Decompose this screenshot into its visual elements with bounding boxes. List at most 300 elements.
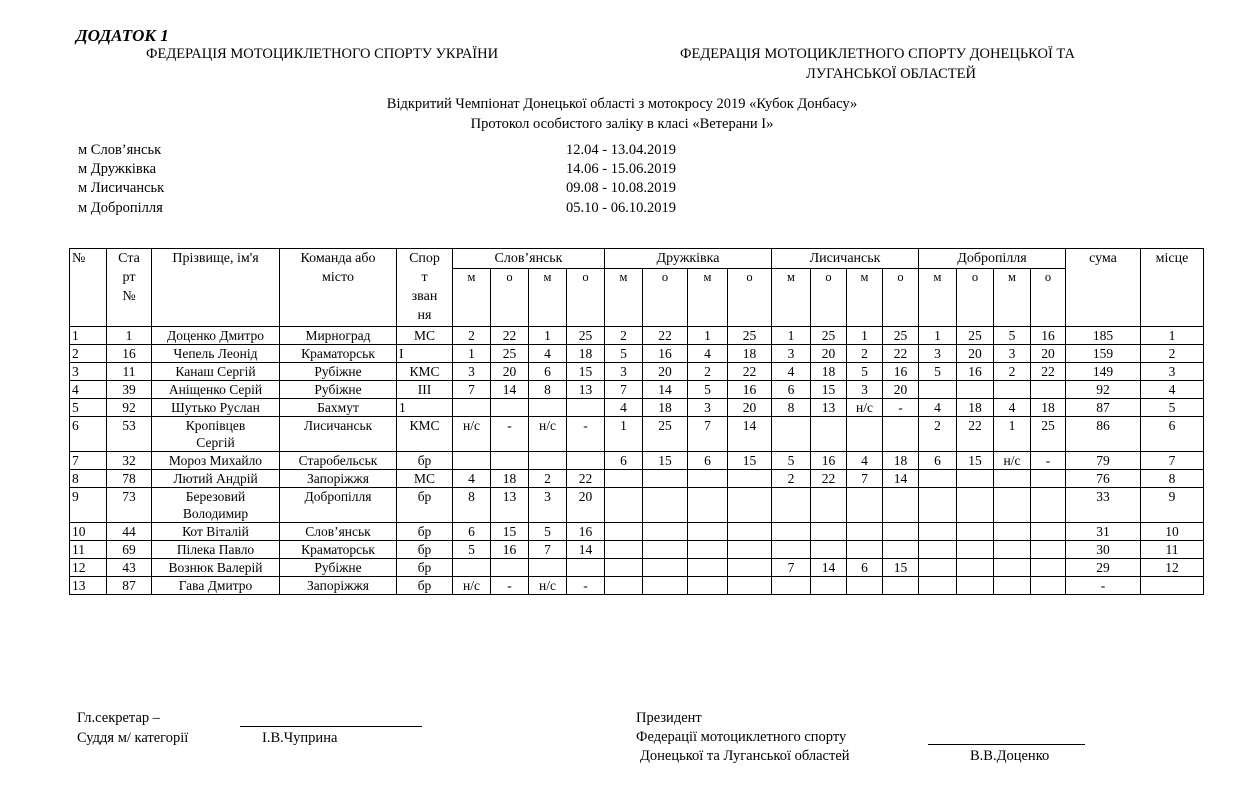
cell-score [1031, 523, 1066, 541]
table-row [70, 417, 1204, 452]
header-sub-m: м [453, 269, 491, 327]
cell-score: 20 [567, 488, 605, 523]
cell-score: 22 [728, 363, 772, 381]
cell-num: 12 [70, 559, 107, 577]
cell-score [605, 541, 643, 559]
cell-score [957, 470, 994, 488]
cell-score: 3 [919, 345, 957, 363]
results-table [69, 248, 1204, 595]
cell-score: н/с [529, 417, 567, 452]
cell-score: 3 [453, 363, 491, 381]
cell-sum: 159 [1066, 345, 1141, 363]
cell-rank: III [397, 381, 453, 399]
cell-score [643, 559, 688, 577]
cell-score [688, 488, 728, 523]
cell-score: 4 [529, 345, 567, 363]
cell-score: - [491, 577, 529, 595]
cell-sum: 86 [1066, 417, 1141, 452]
cell-score: 6 [847, 559, 883, 577]
cell-score: 16 [883, 363, 919, 381]
cell-score [688, 470, 728, 488]
cell-score: 18 [567, 345, 605, 363]
cell-score: 14 [728, 417, 772, 452]
cell-score [1031, 559, 1066, 577]
cell-score [529, 452, 567, 470]
cell-score: 1 [529, 327, 567, 345]
cell-score: 18 [643, 399, 688, 417]
table-row [70, 399, 1204, 417]
cell-score [994, 523, 1031, 541]
table-row [70, 327, 1204, 345]
cell-score [1031, 470, 1066, 488]
cell-start: 32 [107, 452, 152, 470]
cell-score: 2 [994, 363, 1031, 381]
cell-rank: бр [397, 541, 453, 559]
cell-num: 5 [70, 399, 107, 417]
cell-score: 5 [919, 363, 957, 381]
cell-score [919, 470, 957, 488]
cell-num: 10 [70, 523, 107, 541]
stage-dates: 05.10 - 06.10.2019 [566, 200, 676, 216]
cell-team: Слов’янськ [280, 523, 397, 541]
cell-sum: 33 [1066, 488, 1141, 523]
cell-score: 2 [605, 327, 643, 345]
cell-score: 16 [811, 452, 847, 470]
header-stage-dobropillia: Добропілля [919, 249, 1066, 269]
cell-score: 6 [919, 452, 957, 470]
cell-rank: МС [397, 470, 453, 488]
cell-score: 16 [567, 523, 605, 541]
cell-score: 5 [605, 345, 643, 363]
cell-score: 3 [529, 488, 567, 523]
header-team: Команда або місто [280, 249, 397, 327]
cell-num: 9 [70, 488, 107, 523]
cell-team: Рубіжне [280, 381, 397, 399]
cell-score: 25 [811, 327, 847, 345]
name-line: Кропівцев [185, 418, 246, 433]
cell-start: 73 [107, 488, 152, 523]
cell-place: 11 [1141, 541, 1204, 559]
cell-name: Канаш Сергій [152, 363, 280, 381]
cell-start: 92 [107, 399, 152, 417]
cell-score [453, 452, 491, 470]
cell-place: 1 [1141, 327, 1204, 345]
cell-score: 4 [605, 399, 643, 417]
cell-score [728, 470, 772, 488]
cell-score: 5 [529, 523, 567, 541]
cell-score: 15 [728, 452, 772, 470]
cell-start: 53 [107, 417, 152, 452]
cell-name: Чепель Леонід [152, 345, 280, 363]
cell-name: Мороз Михайло [152, 452, 280, 470]
cell-score: - [883, 399, 919, 417]
stage-city: м Лисичанськ [78, 180, 165, 196]
cell-score [811, 577, 847, 595]
cell-rank: МС [397, 327, 453, 345]
cell-sum: 29 [1066, 559, 1141, 577]
header-sub-m: м [529, 269, 567, 327]
header-name: Прізвище, ім'я [152, 249, 280, 327]
cell-score: 7 [772, 559, 811, 577]
cell-score: 3 [847, 381, 883, 399]
cell-place: 10 [1141, 523, 1204, 541]
cell-score [847, 488, 883, 523]
cell-score [567, 399, 605, 417]
cell-score: 16 [957, 363, 994, 381]
federation-regional-line1: ФЕДЕРАЦІЯ МОТОЦИКЛЕТНОГО СПОРТУ ДОНЕЦЬКОЇ ТА [680, 46, 1075, 62]
cell-score [643, 541, 688, 559]
cell-score [643, 488, 688, 523]
cell-score: 25 [1031, 417, 1066, 452]
stage-city: м Добропілля [78, 200, 163, 216]
cell-score [883, 577, 919, 595]
cell-score [605, 470, 643, 488]
federation-regional-line2: ЛУГАНСЬКОЇ ОБЛАСТЕЙ [806, 66, 976, 82]
president-title: Президент [636, 710, 702, 726]
cell-score: 5 [453, 541, 491, 559]
cell-sum: - [1066, 577, 1141, 595]
cell-name [152, 488, 280, 523]
cell-score [605, 577, 643, 595]
cell-score: 2 [847, 345, 883, 363]
table-row [70, 381, 1204, 399]
header-sub-o: о [728, 269, 772, 327]
cell-num: 13 [70, 577, 107, 595]
header-sub-m: м [919, 269, 957, 327]
cell-score [491, 452, 529, 470]
table-row [70, 345, 1204, 363]
cell-place: 2 [1141, 345, 1204, 363]
cell-score: 20 [643, 363, 688, 381]
cell-score: 14 [491, 381, 529, 399]
table-row [70, 541, 1204, 559]
cell-num: 8 [70, 470, 107, 488]
cell-score: 2 [919, 417, 957, 452]
stage-city: м Слов’янськ [78, 142, 162, 158]
name-line: Володимир [182, 506, 249, 521]
cell-rank: бр [397, 577, 453, 595]
cell-score [567, 452, 605, 470]
cell-score [643, 470, 688, 488]
cell-score: 5 [688, 381, 728, 399]
cell-score: 6 [772, 381, 811, 399]
cell-team: Краматорськ [280, 541, 397, 559]
document-title: Відкритий Чемпіонат Донецької області з мотокросу 2019 «Кубок Донбасу» [386, 96, 858, 112]
cell-score [847, 417, 883, 452]
cell-score: 1 [847, 327, 883, 345]
header-sub-o: о [957, 269, 994, 327]
cell-score: 7 [453, 381, 491, 399]
cell-score: 5 [847, 363, 883, 381]
cell-score [491, 399, 529, 417]
header-start: Ста рт № [107, 249, 152, 327]
header-stage-sloviansk: Слов’янськ [453, 249, 605, 269]
cell-team: Старобельськ [280, 452, 397, 470]
cell-name: Аніщенко Серій [152, 381, 280, 399]
cell-score [1031, 488, 1066, 523]
cell-score: 6 [453, 523, 491, 541]
cell-score: 20 [957, 345, 994, 363]
cell-rank: КМС [397, 417, 453, 452]
header-sub-m: м [605, 269, 643, 327]
cell-num: 7 [70, 452, 107, 470]
cell-score [847, 523, 883, 541]
cell-score: 13 [491, 488, 529, 523]
cell-num: 2 [70, 345, 107, 363]
cell-score: 14 [567, 541, 605, 559]
cell-score [728, 577, 772, 595]
cell-score: 16 [728, 381, 772, 399]
cell-score: 1 [994, 417, 1031, 452]
cell-place: 12 [1141, 559, 1204, 577]
cell-score: 13 [811, 399, 847, 417]
cell-score: 25 [491, 345, 529, 363]
cell-start: 44 [107, 523, 152, 541]
cell-name: Доценко Дмитро [152, 327, 280, 345]
cell-score: 4 [688, 345, 728, 363]
cell-score [994, 470, 1031, 488]
cell-score [919, 559, 957, 577]
cell-score [811, 523, 847, 541]
header-sub-m: м [772, 269, 811, 327]
cell-score [688, 577, 728, 595]
cell-team: Краматорськ [280, 345, 397, 363]
cell-score [728, 488, 772, 523]
cell-score: 15 [811, 381, 847, 399]
cell-place [1141, 577, 1204, 595]
cell-name: Кот Віталій [152, 523, 280, 541]
cell-score: 25 [957, 327, 994, 345]
cell-score [643, 577, 688, 595]
cell-score: 8 [453, 488, 491, 523]
cell-score: 7 [605, 381, 643, 399]
cell-place: 3 [1141, 363, 1204, 381]
cell-score: 25 [883, 327, 919, 345]
cell-score: 22 [957, 417, 994, 452]
table-row [70, 577, 1204, 595]
cell-score [605, 488, 643, 523]
stage-dates: 14.06 - 15.06.2019 [566, 161, 676, 177]
cell-score [994, 488, 1031, 523]
cell-score [643, 523, 688, 541]
cell-score [994, 381, 1031, 399]
cell-score: 20 [811, 345, 847, 363]
cell-place: 4 [1141, 381, 1204, 399]
cell-team: Рубіжне [280, 559, 397, 577]
cell-rank: КМС [397, 363, 453, 381]
cell-num: 6 [70, 417, 107, 452]
cell-score [453, 559, 491, 577]
cell-score [883, 417, 919, 452]
cell-score [919, 577, 957, 595]
cell-score [811, 417, 847, 452]
cell-score: 18 [957, 399, 994, 417]
cell-score [919, 488, 957, 523]
cell-score: 14 [643, 381, 688, 399]
header-stage-lysychansk: Лисичанськ [772, 249, 919, 269]
cell-score: 16 [643, 345, 688, 363]
cell-score: 1 [772, 327, 811, 345]
cell-score [847, 541, 883, 559]
cell-score [688, 541, 728, 559]
cell-score [491, 559, 529, 577]
cell-start: 43 [107, 559, 152, 577]
federation-ukraine: ФЕДЕРАЦІЯ МОТОЦИКЛЕТНОГО СПОРТУ УКРАЇНИ [146, 46, 499, 62]
cell-score: 25 [728, 327, 772, 345]
cell-score: 6 [688, 452, 728, 470]
cell-place: 8 [1141, 470, 1204, 488]
cell-score [994, 559, 1031, 577]
cell-score [994, 577, 1031, 595]
cell-start: 1 [107, 327, 152, 345]
document-subtitle: Протокол особистого заліку в класі «Ветерани І» [470, 116, 774, 132]
cell-score: н/с [847, 399, 883, 417]
cell-score: 5 [772, 452, 811, 470]
cell-team: Бахмут [280, 399, 397, 417]
cell-num: 1 [70, 327, 107, 345]
cell-score: 2 [772, 470, 811, 488]
cell-score: 7 [847, 470, 883, 488]
cell-score: 2 [688, 363, 728, 381]
cell-score [919, 541, 957, 559]
cell-score [1031, 541, 1066, 559]
cell-place: 6 [1141, 417, 1204, 452]
cell-place: 5 [1141, 399, 1204, 417]
cell-score [529, 559, 567, 577]
cell-start: 11 [107, 363, 152, 381]
cell-name: Лютий Андрій [152, 470, 280, 488]
cell-rank: I [397, 345, 453, 363]
cell-score [688, 559, 728, 577]
cell-score [883, 541, 919, 559]
header-sub-o: о [1031, 269, 1066, 327]
cell-score: - [1031, 452, 1066, 470]
cell-start: 69 [107, 541, 152, 559]
cell-num: 4 [70, 381, 107, 399]
cell-score [772, 541, 811, 559]
cell-score: 4 [919, 399, 957, 417]
cell-score: 2 [453, 327, 491, 345]
table-row [70, 488, 1204, 523]
cell-team: Добропілля [280, 488, 397, 523]
table-row [70, 559, 1204, 577]
cell-sum: 92 [1066, 381, 1141, 399]
cell-score: н/с [453, 577, 491, 595]
cell-score: 20 [1031, 345, 1066, 363]
cell-score: 25 [567, 327, 605, 345]
cell-score: 2 [529, 470, 567, 488]
secretary-name: І.В.Чуприна [262, 730, 338, 746]
cell-score [772, 523, 811, 541]
cell-score: н/с [529, 577, 567, 595]
cell-score [883, 523, 919, 541]
header-sub-o: о [883, 269, 919, 327]
cell-sum: 149 [1066, 363, 1141, 381]
header-stage-druzhkivka: Дружківка [605, 249, 772, 269]
cell-score [957, 488, 994, 523]
cell-score: 8 [529, 381, 567, 399]
cell-score [957, 541, 994, 559]
cell-team: Мирноград [280, 327, 397, 345]
cell-start: 87 [107, 577, 152, 595]
cell-score: 15 [957, 452, 994, 470]
judge-category: Суддя м/ категорії [77, 730, 189, 746]
cell-sum: 76 [1066, 470, 1141, 488]
header-sub-m: м [688, 269, 728, 327]
name-line: Сергій [196, 435, 235, 450]
cell-score: 16 [1031, 327, 1066, 345]
cell-score: 22 [491, 327, 529, 345]
cell-score [772, 488, 811, 523]
cell-score: 22 [567, 470, 605, 488]
cell-rank: бр [397, 452, 453, 470]
secretary-title: Гл.секретар – [77, 710, 161, 726]
cell-score: 4 [453, 470, 491, 488]
cell-sum: 185 [1066, 327, 1141, 345]
president-federation: Федерації мотоциклетного спорту [636, 729, 847, 745]
cell-rank: бр [397, 559, 453, 577]
header-sub-o: о [811, 269, 847, 327]
secretary-signature-line [240, 726, 422, 727]
cell-score: 4 [994, 399, 1031, 417]
cell-score: 22 [811, 470, 847, 488]
cell-start: 39 [107, 381, 152, 399]
cell-sum: 79 [1066, 452, 1141, 470]
cell-score: 1 [688, 327, 728, 345]
cell-name: Пілека Павло [152, 541, 280, 559]
cell-team: Рубіжне [280, 363, 397, 381]
stage-dates: 12.04 - 13.04.2019 [566, 142, 676, 158]
cell-score [919, 381, 957, 399]
cell-score: - [567, 417, 605, 452]
cell-score: 22 [1031, 363, 1066, 381]
table-row [70, 470, 1204, 488]
cell-score: н/с [453, 417, 491, 452]
cell-score [728, 541, 772, 559]
cell-score: 3 [605, 363, 643, 381]
cell-score: - [491, 417, 529, 452]
cell-score [728, 523, 772, 541]
cell-score: 14 [883, 470, 919, 488]
cell-score: 15 [883, 559, 919, 577]
cell-team: Запоріжжя [280, 470, 397, 488]
cell-score [453, 399, 491, 417]
cell-score [811, 488, 847, 523]
cell-score [811, 541, 847, 559]
cell-score: 22 [883, 345, 919, 363]
table-row [70, 452, 1204, 470]
cell-score [688, 523, 728, 541]
header-sub-m: м [994, 269, 1031, 327]
cell-start: 78 [107, 470, 152, 488]
cell-score [1031, 577, 1066, 595]
cell-place: 9 [1141, 488, 1204, 523]
cell-team: Лисичанськ [280, 417, 397, 452]
cell-score [883, 488, 919, 523]
stage-dates: 09.08 - 10.08.2019 [566, 180, 676, 196]
cell-score: 4 [772, 363, 811, 381]
cell-score: 22 [643, 327, 688, 345]
cell-score: н/с [994, 452, 1031, 470]
cell-score [957, 577, 994, 595]
cell-score [772, 417, 811, 452]
header-sub-o: о [643, 269, 688, 327]
cell-score: 8 [772, 399, 811, 417]
cell-score: 5 [994, 327, 1031, 345]
cell-score: 3 [688, 399, 728, 417]
header-sub-o: о [567, 269, 605, 327]
cell-score [957, 559, 994, 577]
